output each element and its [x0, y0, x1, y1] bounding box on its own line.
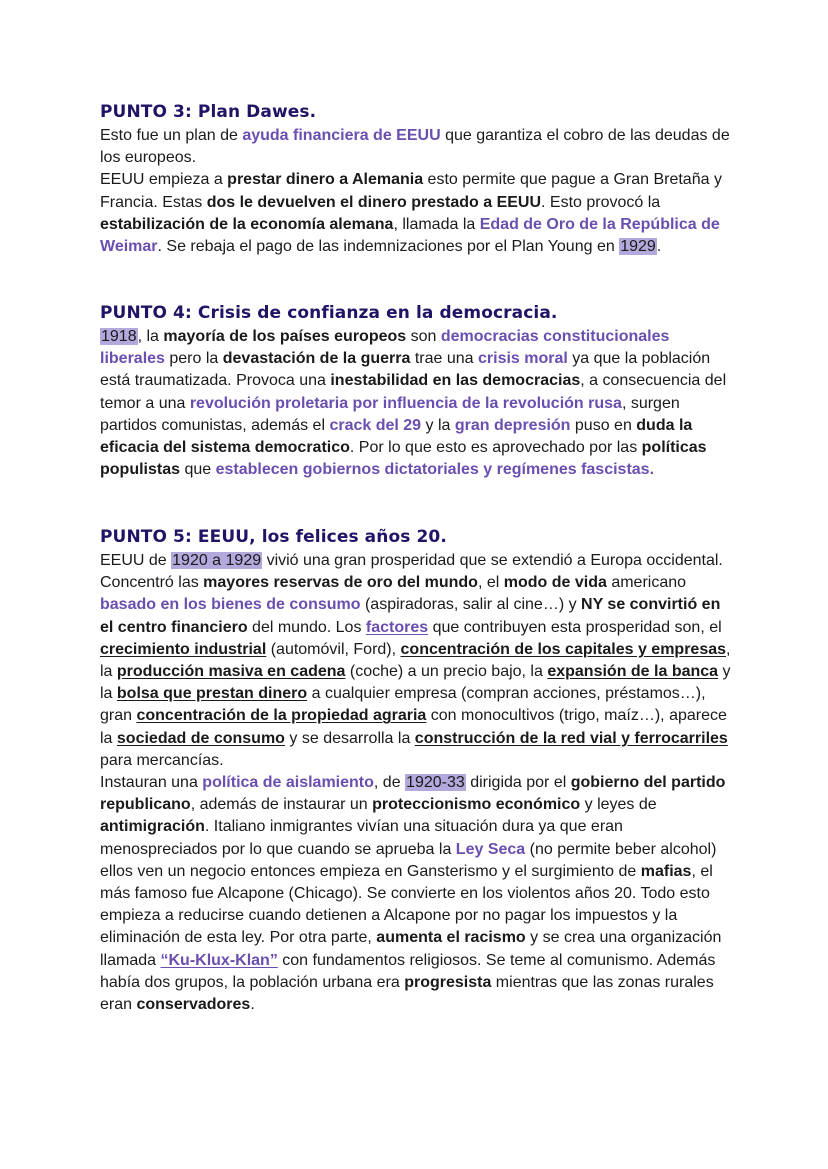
- highlighted-date: 1920-33: [406, 774, 465, 792]
- text: (no permite beber alcohol) ellos ven un negocio entonces empieza en Gansterismo y el surgimiento de: [100, 840, 717, 880]
- text: pero la: [164, 350, 223, 368]
- underlined-term: bolsa que prestan dinero: [116, 685, 308, 703]
- text: y la: [100, 663, 731, 703]
- text: (automóvil, Ford),: [266, 640, 401, 658]
- text: que: [180, 461, 216, 479]
- bold-term: gobierno del partido republicano: [100, 774, 726, 814]
- underlined-term: crecimiento industrial: [100, 640, 267, 658]
- text: , llamada la: [393, 215, 480, 233]
- text: . Se rebaja el pago de las indemnizaciones por el Plan Young en: [157, 238, 620, 256]
- text: , la: [100, 640, 731, 681]
- text: con monocultivos (trigo, maíz…), aparece la: [100, 707, 727, 747]
- bold-term: duda la eficacia del sistema democratico: [100, 416, 693, 457]
- key-term: ayuda financiera de EEUU: [242, 127, 441, 144]
- text: a cualquier empresa (compran acciones, préstamos…), gran: [100, 685, 706, 725]
- key-term: revolución proletaria por influencia de la revolución rusa: [189, 394, 622, 412]
- text: y se desarrolla la: [284, 729, 415, 747]
- highlighted-date: 1929: [620, 238, 656, 256]
- text: y la: [421, 416, 455, 434]
- text: y se crea una organización llamada: [100, 929, 722, 969]
- paragraph: [100, 326, 732, 481]
- text: vivió una gran prosperidad que se extendió a Europa occidental. Concentró las: [100, 552, 723, 592]
- bold-term: progresista: [404, 973, 492, 991]
- key-term: Ley Seca: [455, 840, 526, 858]
- text: , surgen partidos comunistas, además el: [100, 394, 680, 434]
- text: que contribuyen esta prosperidad son, el: [428, 618, 722, 636]
- text: con fundamentos religiosos. Se teme al comunismo. Además había dos grupos, la población urbana era: [100, 951, 716, 991]
- text: ya que la población está traumatizada. Provoca una: [100, 350, 711, 390]
- text: Esto fue un plan de: [100, 127, 243, 144]
- bold-term: antimigración: [100, 818, 205, 836]
- text: EEUU de: [100, 552, 172, 569]
- highlighted-date: 1918: [101, 328, 137, 345]
- bold-term: mayoría de los países europeos: [163, 328, 407, 345]
- bold-term: proteccionismo económico: [372, 796, 581, 814]
- bold-term: mafias: [640, 862, 692, 880]
- text: trae una: [410, 350, 478, 368]
- underlined-term: concentración de los capitales y empresas: [400, 640, 727, 658]
- text: EEUU empieza a: [100, 171, 228, 189]
- text: .: [656, 238, 662, 256]
- section-punto-5: [100, 525, 732, 1016]
- highlighted-date: 1920 a 1929: [172, 552, 262, 569]
- underlined-term: concentración de la propiedad agraria: [136, 707, 427, 725]
- key-term: política de aislamiento: [202, 774, 374, 792]
- text: .: [250, 996, 255, 1014]
- text: y leyes de: [580, 796, 657, 814]
- bold-term: conservadores: [136, 996, 251, 1014]
- text: , además de instaurar un: [190, 796, 373, 814]
- bold-term: estabilización de la economía alemana: [100, 215, 394, 233]
- text: (coche) a un precio bajo, la: [345, 663, 548, 681]
- bold-term: dos le devuelven el dinero prestado a EEUU: [206, 193, 542, 211]
- key-term: establecen gobiernos dictatoriales y regímenes fascistas.: [215, 461, 655, 479]
- text: (aspiradoras, salir al cine…) y: [360, 596, 582, 614]
- text: . Italiano inmigrantes vivían una situación dura ya que eran menospreciados por lo que cuando se aprueba la: [100, 818, 623, 858]
- text: son: [406, 328, 441, 345]
- key-term: democracias constitucionales liberales: [100, 328, 670, 368]
- section-title: PUNTO 3: Plan Dawes.: [100, 102, 317, 122]
- paragraph: [100, 125, 732, 258]
- text: . Esto provocó la: [541, 193, 661, 211]
- key-term-underlined: factores: [365, 618, 429, 636]
- text: , el: [477, 574, 504, 592]
- text: , el más famoso fue Alcapone (Chicago). Se convierte en los violentos años 20. Todo esto empieza a reducirse cuando detienen a Alcapone por no pagar los impuestos y la eliminación de esta ley. Por otra parte,: [100, 862, 713, 947]
- bold-term: prestar dinero a Alemania: [227, 171, 424, 189]
- text: , la: [137, 328, 164, 345]
- underlined-term: sociedad de consumo: [116, 729, 285, 747]
- key-term: gran depresión: [454, 416, 571, 434]
- text: dirigida por el: [465, 774, 571, 792]
- section-punto-4: [100, 301, 732, 481]
- text: puso en: [570, 416, 637, 434]
- underlined-term: producción masiva en cadena: [116, 663, 346, 681]
- text: , de: [373, 774, 406, 792]
- bold-term: mayores reservas de oro del mundo: [203, 574, 478, 592]
- paragraph: [100, 550, 732, 1016]
- bold-term: aumenta el racismo: [376, 929, 526, 947]
- text: del mundo. Los: [247, 618, 366, 636]
- text: esto permite que pague a Gran Bretaña y Francia. Estas: [100, 171, 722, 211]
- text: , a consecuencia del temor a una: [100, 372, 727, 412]
- section-title: PUNTO 5: EEUU, los felices años 20.: [100, 527, 447, 547]
- key-term: crisis moral: [478, 350, 568, 368]
- text: que garantiza el cobro de las deudas de los europeos.: [100, 127, 730, 167]
- section-punto-3: [100, 100, 732, 258]
- section-title: PUNTO 4: Crisis de confianza en la democracia.: [100, 303, 558, 323]
- key-term: crack del 29: [329, 416, 422, 434]
- text: para mercancías.: [100, 751, 224, 769]
- underlined-term: expansión de la banca: [547, 663, 719, 681]
- key-term: Edad de Oro de la República de Weimar: [100, 215, 720, 256]
- key-term-underlined: “Ku-Klux-Klan”: [160, 951, 278, 969]
- text: Instauran una: [100, 774, 203, 792]
- text: americano: [606, 574, 687, 592]
- text: mientras que las zonas rurales eran: [100, 973, 714, 1014]
- bold-term: políticas populistas: [100, 439, 707, 479]
- bold-term: NY se convirtió en el centro financiero: [100, 596, 721, 636]
- bold-term: devastación de la guerra: [222, 350, 411, 368]
- bold-term: modo de vida: [503, 574, 607, 592]
- text: . Por lo que esto es aprovechado por las: [349, 439, 642, 457]
- bold-term: inestabilidad en las democracias: [330, 372, 581, 390]
- underlined-term: construcción de la red vial y ferrocarriles: [414, 729, 728, 747]
- key-term: basado en los bienes de consumo: [100, 596, 361, 614]
